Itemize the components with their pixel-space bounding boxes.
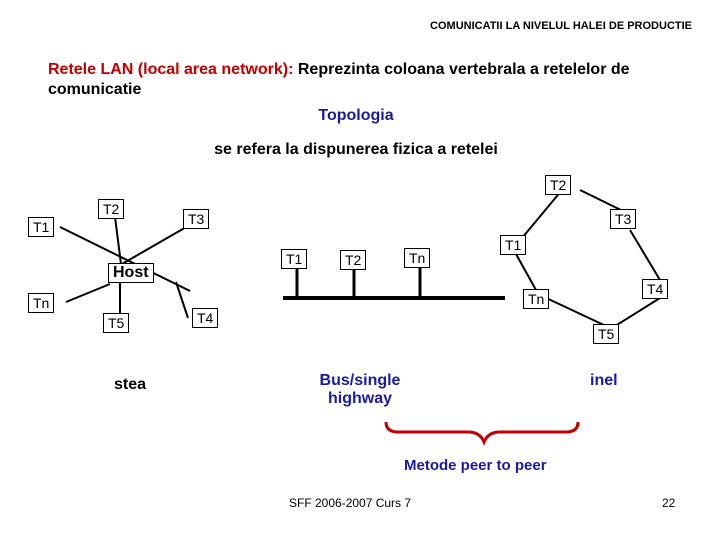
ring-node-t2: T2 [545,175,571,195]
ring-node-t4: T4 [642,279,668,299]
star-host: Host [108,263,154,283]
ring-label: inel [590,372,618,389]
ring-node-tn: Tn [523,289,549,309]
star-node-tn: Tn [28,293,54,313]
ring-link-t3-t4 [630,230,660,280]
star-link-t3 [122,226,188,264]
star-label: stea [114,376,147,393]
footer-course: SFF 2006-2007 Curs 7 [289,496,412,510]
slide-header: COMUNICATII LA NIVELUL HALEI DE PRODUCTIE [430,20,692,32]
bus-node-t1: T1 [281,249,307,269]
topology-description: se refera la dispunerea fizica a retelei [214,141,498,158]
star-node-t1: T1 [28,217,54,237]
ring-node-t5: T5 [593,324,619,344]
bus-label-line1: Bus/single [319,372,401,389]
ring-link-t5-tn [542,296,606,326]
star-node-t2: T2 [98,199,124,219]
intro-paragraph [48,60,658,100]
ring-link-t1-t2 [522,190,562,238]
peer-brace [386,422,578,442]
page-number: 22 [662,496,676,510]
ring-link-tn-t1 [516,254,536,290]
bus-label-line2: highway [327,390,392,407]
intro-highlight: Retele LAN (local area network): [48,61,294,78]
star-link-t2 [115,217,121,264]
ring-node-t3: T3 [610,209,636,229]
star-link-tn [66,284,110,302]
star-node-t4: T4 [192,308,218,328]
intro-text: Reprezinta coloana vertebrala a retelelor de comunicatie [48,61,630,98]
star-node-t3: T3 [183,209,209,229]
peer-to-peer-label: Metode peer to peer [404,457,547,474]
topology-title: Topologia [318,107,394,124]
star-node-t5: T5 [103,313,129,333]
bus-node-tn: Tn [404,248,430,268]
bus-lines [283,266,505,298]
bus-label [300,372,420,408]
bus-node-t2: T2 [340,250,366,270]
ring-node-t1: T1 [500,235,526,255]
